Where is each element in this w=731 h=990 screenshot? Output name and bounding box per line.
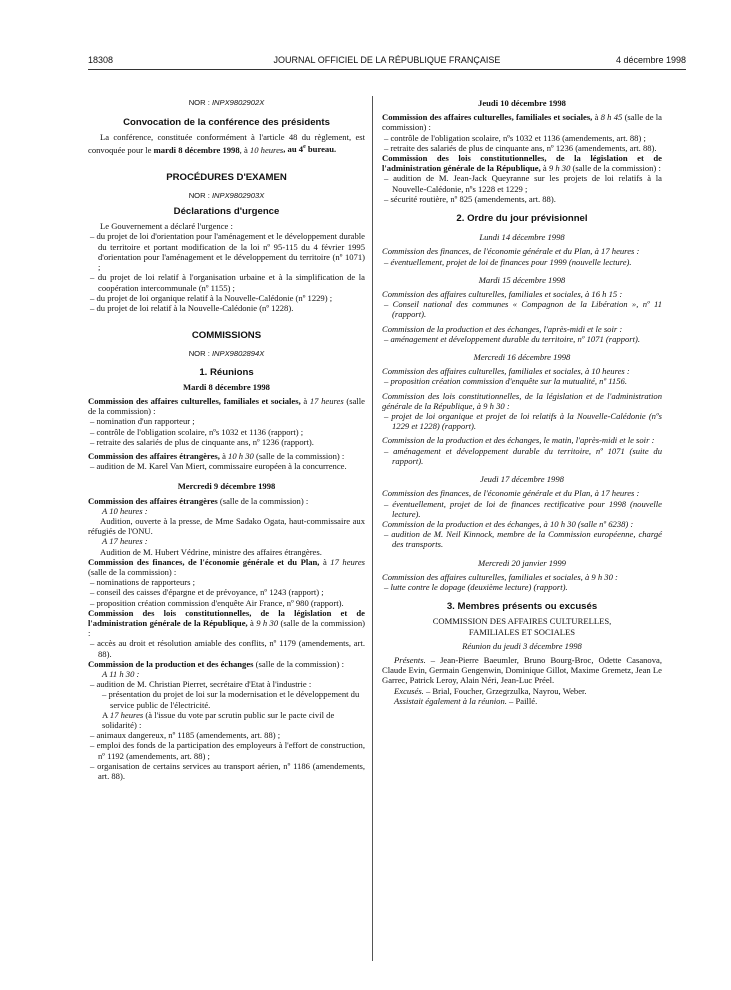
commission-entry: Commission de la production et des échanges (salle de la commission) : bbox=[88, 658, 344, 669]
excuses-list: Excusés. – Brial, Foucher, Grzegrzulka, Nayrou, Weber. bbox=[394, 685, 587, 696]
assistait-line: Assistait également à la réunion. – Paillé. bbox=[394, 695, 538, 706]
nor-reference: NOR : INPX9802894X bbox=[188, 349, 265, 359]
commission-entry: Commission des lois constitutionnelles, de la législation et de l'administration générale de la République, à 9 h 30 : bbox=[382, 390, 662, 411]
presents-list: Présents. – Jean-Pierre Baeumler, Bruno Bourg-Broc, Odette Casanova, Claude Evin, Germain Gengenwin, Dominique Gillot, Maxime Gremetz, Jean Le Garrec, Patrick Leroy, Alain Néri, Jean-Luc Préel. bbox=[382, 654, 662, 686]
date-heading: Lundi 14 décembre 1998 bbox=[479, 232, 565, 243]
section-title-commissions: COMMISSIONS bbox=[191, 330, 262, 342]
list-item: – aménagement et développement durable du territoire, nº 1071 (suite du rapport). bbox=[384, 445, 662, 466]
commission-entry: Commission des affaires culturelles, familiales et sociales, à 17 heures (salle de la commission) : bbox=[88, 395, 365, 417]
list-item: – contrôle de l'obligation scolaire, nºs 1032 et 1136 (amendements, art. 88) ; bbox=[384, 132, 646, 143]
right-column bbox=[382, 98, 662, 706]
list-item: – nomination d'un rapporteur ; bbox=[90, 416, 195, 427]
commission-entry: Commission de la production et des échanges, à 10 h 30 (salle nº 6238) : bbox=[382, 518, 634, 529]
commission-entry: Commission des lois constitutionnelles, de la législation et de l'administration générale de la République, à 9 h 30 (salle de la commission) : bbox=[382, 153, 662, 174]
declarations-list bbox=[88, 231, 365, 313]
list-item: – nominations de rapporteurs ; bbox=[90, 577, 196, 588]
page-number: 18308 bbox=[88, 55, 114, 65]
list-item: – retraite des salariés de plus de cinquante ans, nº 1236 (rapport). bbox=[90, 436, 314, 447]
commission-entry: Commission de la production et des échanges, l'après-midi et le soir : bbox=[382, 323, 623, 334]
left-column bbox=[88, 98, 365, 781]
list-item: – aménagement et développement durable du territoire, nº 1071 (rapport). bbox=[384, 333, 641, 344]
time-heading: A 17 heures (à l'issue du vote par scrutin public sur le pacte civil de solidarité) : bbox=[102, 709, 335, 731]
list-item: – retraite des salariés de plus de cinquante ans, nº 1236 (amendements, art. 88). bbox=[384, 142, 657, 153]
commission-entry: Commission des finances, de l'économie générale et du Plan, à 17 heures : bbox=[382, 488, 640, 499]
list-item: – animaux dangereux, nº 1185 (amendements, art. 88) ; bbox=[90, 730, 281, 741]
date-heading: Mardi 8 décembre 1998 bbox=[183, 381, 270, 392]
reunions-title: 1. Réunions bbox=[199, 366, 254, 378]
list-item: – emploi des fonds de la participation des employeurs à l'effort de construction, nº 1192 (amendements, art. 88) ; bbox=[90, 740, 365, 761]
date-heading: Mercredi 20 janvier 1999 bbox=[478, 557, 566, 568]
nor-reference: NOR : INPX9802903X bbox=[188, 190, 265, 200]
list-item: – proposition création commission d'enquête Air France, nº 980 (rapport). bbox=[90, 597, 344, 608]
column-divider bbox=[372, 96, 373, 961]
commission-name: COMMISSION DES AFFAIRES CULTURELLES, FAMILIALES ET SOCIALES bbox=[432, 616, 612, 637]
ordre-title: 2. Ordre du jour prévisionnel bbox=[456, 213, 588, 225]
list-item: – du projet de loi d'orientation pour l'aménagement et le développement durable du territoire et portant modification de la loi nº 95-115 du 4 février 1995 d'orientation pour l'aménagement et le développement du territoire (nº 1071) ; bbox=[90, 231, 365, 273]
list-item: – organisation de certains services au transport aérien, nº 1186 (amendements, art. 88). bbox=[90, 760, 365, 782]
commission-entry: Commission des affaires culturelles, familiales et sociales, à 9 h 30 : bbox=[382, 571, 618, 582]
convocation-text: La conférence, constituée conformément à l'article 48 du règlement, est convoquée pour le mardi 8 décembre 1998, à 10 heures, au 4e bureau. bbox=[88, 132, 365, 155]
list-item: – audition de M. Jean-Jack Queyranne sur les projets de loi relatifs à la Nouvelle-Calédonie, nºs 1228 et 1229 ; bbox=[384, 173, 662, 194]
commission-entry: Commission des affaires étrangères, à 10 h 30 (salle de la commission) : bbox=[88, 450, 345, 461]
declarations-intro: Le Gouvernement a déclaré l'urgence : bbox=[100, 221, 233, 232]
nor-reference: NOR : INPX9802902X bbox=[188, 98, 265, 107]
date-heading: Jeudi 10 décembre 1998 bbox=[478, 98, 566, 108]
list-item: – audition de M. Neil Kinnock, membre de la Commission européenne, chargé des transports. bbox=[384, 529, 662, 550]
journal-title: JOURNAL OFFICIEL DE LA RÉPUBLIQUE FRANÇAISE bbox=[273, 55, 501, 65]
list-item: – accès au droit et résolution amiable des conflits, nº 1179 (amendements, art. 88). bbox=[90, 638, 365, 659]
list-item: – proposition création commission d'enquête sur la mutualité, nº 1156. bbox=[384, 376, 627, 387]
commission-entry: Commission des affaires culturelles, familiales et sociales, à 8 h 45 (salle de la commission) : bbox=[382, 112, 662, 133]
commission-entry: Commission de la production et des échanges, le matin, l'après-midi et le soir : bbox=[382, 435, 655, 446]
commission-entry: Commission des lois constitutionnelles, de la législation et de l'administration générale de la République, à 9 h 30 (salle de la commission) : bbox=[88, 607, 365, 639]
time-heading: A 17 heures : bbox=[102, 536, 148, 547]
list-item: – présentation du projet de loi sur la modernisation et le développement du service public de l'électricité. bbox=[102, 689, 360, 710]
list-item: – lutte contre le dopage (deuxième lecture) (rapport). bbox=[384, 581, 568, 592]
date-heading: Jeudi 17 décembre 1998 bbox=[480, 474, 564, 485]
list-item: – sécurité routière, nº 825 (amendements, art. 88). bbox=[384, 193, 556, 204]
list-item: – conseil des caisses d'épargne et de prévoyance, nº 1243 (rapport) ; bbox=[90, 587, 324, 598]
section-title-procedures: PROCÉDURES D'EXAMEN bbox=[166, 171, 287, 183]
list-item: – éventuellement, projet de loi de finances rectificative pour 1998 (nouvelle lecture). bbox=[384, 498, 662, 519]
date-heading: Mercredi 16 décembre 1998 bbox=[473, 352, 571, 363]
list-item: – contrôle de l'obligation scolaire, nºs 1032 et 1136 (rapport) ; bbox=[90, 426, 304, 437]
commission-entry: Commission des finances, de l'économie générale et du Plan, à 17 heures (salle de la commission) : bbox=[88, 556, 365, 577]
header-rule bbox=[88, 69, 686, 70]
time-heading: A 11 h 30 : bbox=[102, 669, 140, 679]
declarations-title: Déclarations d'urgence bbox=[173, 206, 280, 218]
date-heading: Mercredi 9 décembre 1998 bbox=[177, 481, 276, 492]
commission-entry: Commission des affaires culturelles, familiales et sociales, à 10 heures : bbox=[382, 366, 630, 377]
paragraph: Audition, ouverte à la presse, de Mme Sadako Ogata, haut-commissaire aux réfugiés de l'ONU. bbox=[88, 515, 365, 537]
list-item: – audition de M. Karel Van Miert, commissaire européen à la concurrence. bbox=[90, 461, 347, 472]
date-heading: Mardi 15 décembre 1998 bbox=[478, 274, 566, 285]
page-header bbox=[88, 55, 686, 69]
commission-entry: Commission des finances, de l'économie générale et du Plan, à 17 heures : bbox=[382, 246, 640, 257]
list-item: – projet de loi organique et projet de loi relatifs à la Nouvelle-Calédonie (nºs 1229 et 1228) (rapport). bbox=[384, 411, 662, 432]
commission-entry: Commission des affaires culturelles, familiales et sociales, à 16 h 15 : bbox=[382, 289, 623, 300]
list-item: – du projet de loi relatif à l'organisation urbaine et à la simplification de la coopération intercommunale (nº 1155) ; bbox=[90, 272, 365, 293]
issue-date: 4 décembre 1998 bbox=[615, 55, 686, 65]
list-item: – du projet de loi relatif à la Nouvelle-Calédonie (nº 1228). bbox=[90, 302, 294, 313]
paragraph: Audition de M. Hubert Védrine, ministre des affaires étrangères. bbox=[100, 546, 322, 557]
membres-title: 3. Membres présents ou excusés bbox=[446, 601, 598, 613]
commission-entry: Commission des affaires étrangères (salle de la commission) : bbox=[88, 495, 309, 506]
list-item: – du projet de loi organique relatif à la Nouvelle-Calédonie (nº 1229) ; bbox=[90, 292, 333, 303]
list-item: – éventuellement, projet de loi de finances pour 1999 (nouvelle lecture). bbox=[384, 256, 632, 267]
list-item: – Conseil national des communes « Compagnon de la Libération », nº 11 (rapport). bbox=[384, 299, 662, 320]
list-item: – audition de M. Christian Pierret, secrétaire d'Etat à l'industrie : bbox=[90, 679, 312, 690]
reunion-date: Réunion du jeudi 3 décembre 1998 bbox=[462, 640, 582, 651]
convocation-title: Convocation de la conférence des présidents bbox=[123, 117, 330, 129]
time-heading: A 10 heures : bbox=[102, 505, 148, 516]
